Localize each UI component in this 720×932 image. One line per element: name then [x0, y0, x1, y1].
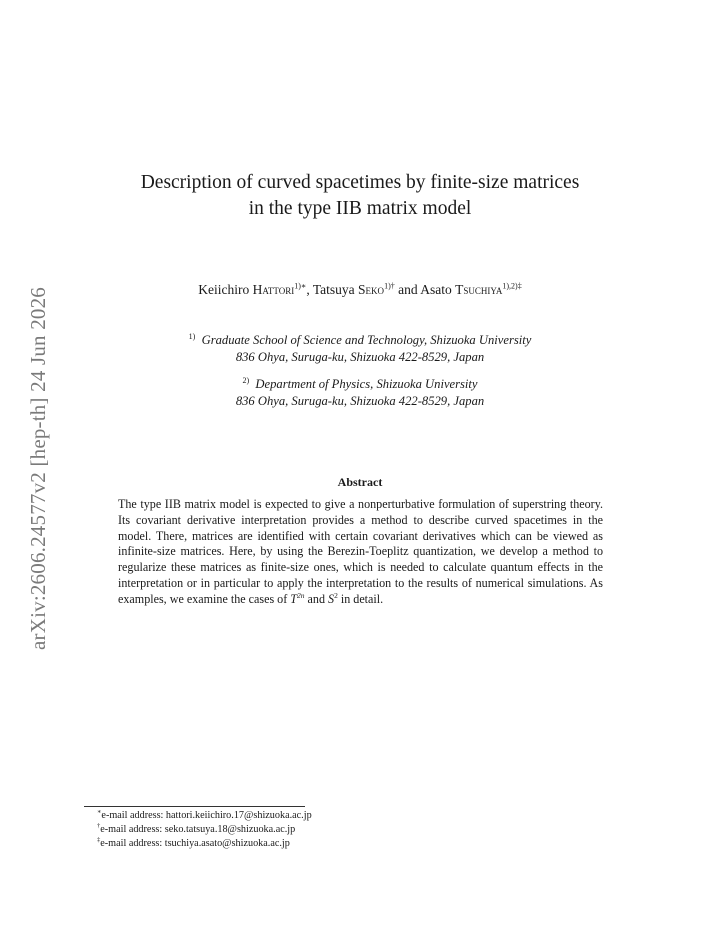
math-t: T — [290, 591, 297, 606]
author-2-mark: 1)† — [384, 281, 395, 291]
affiliation-1-line-2: 836 Ohya, Suruga-ku, Shizuoka 422-8529, Japan — [235, 350, 485, 364]
footnote-3-mark: ‡ — [97, 836, 101, 844]
footnote-rule — [84, 806, 305, 807]
author-3-mark: 1),2)‡ — [502, 281, 522, 291]
author-3-first: and Asato — [394, 282, 456, 297]
footnote-2-text: e-mail address: seko.tatsuya.18@shizuoka.ac.jp — [100, 824, 296, 835]
affiliation-1 — [0, 332, 720, 366]
title-line-2: in the type IIB matrix model — [248, 198, 472, 219]
abstract-body — [118, 497, 603, 608]
affiliation-2-line-2: 836 Ohya, Suruga-ku, Shizuoka 422-8529, Japan — [235, 394, 485, 408]
affiliation-2 — [0, 376, 720, 410]
author-1-last: Hattori — [252, 282, 295, 297]
affiliation-1-line-1: Graduate School of Science and Technology, Shizuoka University — [201, 333, 532, 347]
affiliation-2-line-1: Department of Physics, Shizuoka University — [255, 377, 478, 391]
footnote-1 — [97, 809, 312, 823]
math-s: S — [328, 591, 335, 606]
author-3-last: Tsuchiya — [455, 282, 503, 297]
footnote-2-mark: † — [97, 822, 101, 830]
math-s-exponent: 2 — [334, 590, 338, 600]
footnote-3 — [97, 837, 290, 851]
footnote-3-text: e-mail address: tsuchiya.asato@shizuoka.ac.jp — [100, 838, 290, 849]
footnote-1-mark: ∗ — [97, 808, 102, 816]
author-2-first: , Tatsuya — [306, 282, 359, 297]
abstract-text: The type IIB matrix model is expected to give a nonperturbative formulation of superstring theory. Its covariant derivative interpretation provides a method to describe curved spacetimes in the model. There, matrices are identified with certain covariant derivatives which can be viewed as infinite-size matrices. Here, by using the Berezin-Toeplitz quantization, we develop a method to regularize these matrices as finite-size ones, which is needed to calculate quantum effects in the interpretation or in particular to apply the interpretation to the results of numerical simulations. As examples, we examine the cases of — [118, 497, 603, 606]
footnote-1-text: e-mail address: hattori.keiichiro.17@shizuoka.ac.jp — [101, 810, 312, 821]
author-1-first: Keiichiro — [198, 282, 253, 297]
title-line-1: Description of curved spacetimes by finite-size matrices — [140, 172, 580, 193]
math-t-exponent: 2n — [297, 590, 305, 600]
footnote-2 — [97, 823, 295, 837]
author-2-last: Seko — [358, 282, 385, 297]
author-list — [0, 282, 720, 298]
affiliation-1-mark: 1) — [188, 331, 196, 341]
paper-title — [0, 170, 720, 222]
abstract-and: and — [304, 591, 329, 606]
arxiv-stamp: arXiv:2606.24577v2 [hep-th] 24 Jun 2026 — [26, 286, 50, 650]
abstract-end: in detail. — [337, 591, 384, 606]
abstract-heading: Abstract — [337, 475, 383, 489]
affiliation-2-mark: 2) — [242, 375, 250, 385]
author-1-mark: 1)∗ — [294, 281, 307, 291]
